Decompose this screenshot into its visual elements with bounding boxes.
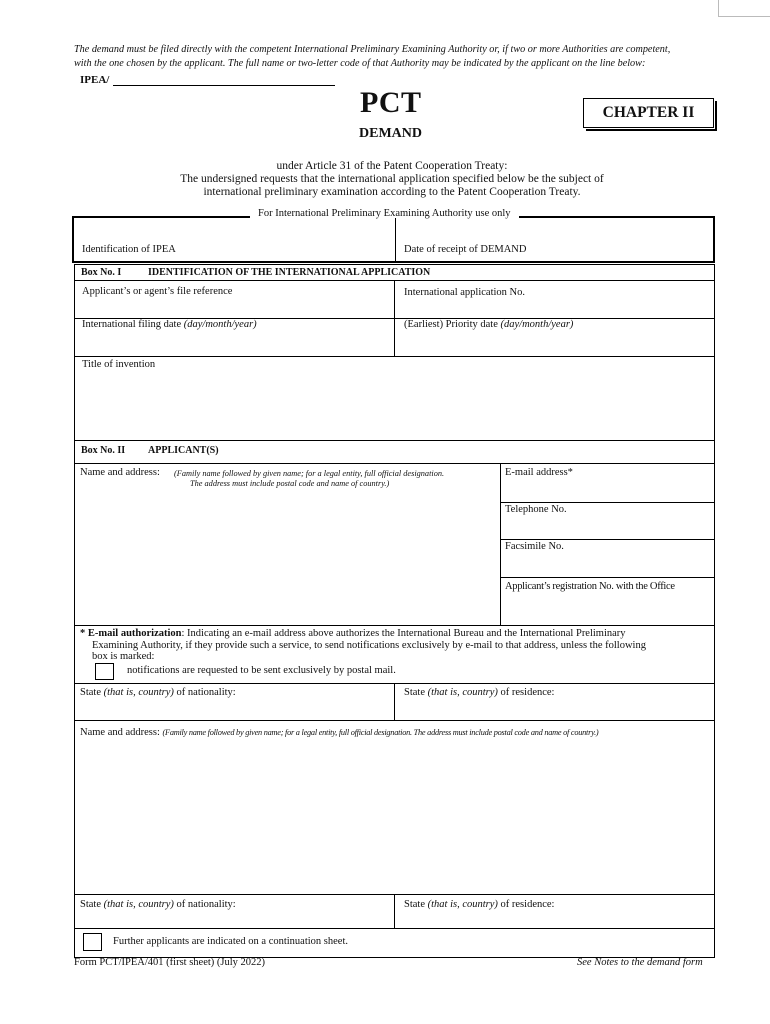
name-address-2-note: (Family name followed by given name; for a legal entity, full official designation. The address must include postal code and name of country.) [162,728,599,737]
telephone-field[interactable]: Telephone No. [505,504,567,515]
notes-reference: See Notes to the demand form [577,957,703,968]
name-address-field-2[interactable] [80,727,598,738]
residence-field[interactable] [404,687,554,698]
residence-post: of residence: [500,687,555,698]
continuation-sheet-checkbox[interactable] [83,933,102,951]
residence-field-2[interactable] [404,899,554,910]
column-divider [500,463,501,625]
form-number: Form PCT/IPEA/401 (first sheet) (July 2022) [74,957,266,968]
auth-text-1: : Indicating an e-mail address above authorizes the International Bureau and the International Preliminary [181,628,626,639]
nationality-italic: (that is, country) [103,687,174,698]
name-address-note-2: The address must include postal code and name of country.) [190,479,390,488]
under-line-1: under Article 31 of the Patent Cooperation Treaty: [276,160,508,172]
rule [74,463,715,464]
ipea-identification-label: Identification of IPEA [82,244,176,255]
residence-2-italic: (that is, country) [427,899,498,910]
auth-text-3: box is marked: [92,651,155,662]
column-divider [394,280,395,356]
file-reference-field[interactable]: Applicant’s or agent’s file reference [82,286,233,297]
box-1-number: Box No. I [81,267,122,278]
rule [74,928,715,929]
ipea-box-divider [395,218,396,261]
rule [74,440,715,441]
column-divider [394,894,395,928]
application-number-field[interactable]: International application No. [404,287,526,298]
email-authorization [80,628,712,663]
postal-mail-checkbox[interactable] [95,663,114,680]
name-address-note-1: (Family name followed by given name; for a legal entity, full official designation. [174,469,445,478]
email-field[interactable]: E-mail address* [505,467,573,478]
demand-receipt-date-label: Date of receipt of DEMAND [404,244,527,255]
ipea-use-title: For International Preliminary Examining Authority use only [250,208,519,219]
pct-title: PCT [360,86,422,119]
request-statement [80,160,704,199]
rule [74,720,715,721]
rule [500,539,715,540]
nationality-field-2[interactable] [80,899,236,910]
filing-date-label: International filing date [82,319,182,330]
residence-2-pre: State [404,899,425,910]
nationality-2-italic: (that is, country) [103,899,174,910]
residence-italic: (that is, country) [427,687,498,698]
auth-text-2: Examining Authority, if they provide such a service, to send notifications exclusively by e-mail to that address, unless the following [92,639,646,651]
page-corner [718,0,770,17]
priority-date-format: (day/month/year) [500,319,574,330]
name-address-field[interactable]: Name and address: [80,467,160,478]
under-line-2: The undersigned requests that the international application specified below be the subject of [180,173,604,185]
intro-line-1: The demand must be filed directly with the competent International Preliminary Examining Authority or, if two or more Authorities are competent, [74,44,671,55]
column-divider [394,683,395,720]
postal-mail-label: notifications are requested to be sent exclusively by postal mail. [127,665,396,676]
box-1-title: IDENTIFICATION OF THE INTERNATIONAL APPLICATION [148,267,431,278]
residence-pre: State [404,687,425,698]
auth-heading: * E-mail authorization [80,628,182,639]
auth-line-1 [80,628,712,640]
rule [500,577,715,578]
nationality-field[interactable] [80,687,236,698]
chapter-box: CHAPTER II [583,98,714,128]
continuation-sheet-label: Further applicants are indicated on a continuation sheet. [113,936,349,947]
under-line-3: international preliminary examination according to the Patent Cooperation Treaty. [203,186,581,198]
rule [74,356,715,357]
box-2-title: APPLICANT(S) [148,445,219,456]
priority-date-field[interactable] [404,319,573,330]
priority-date-label: (Earliest) Priority date [404,319,498,330]
rule [74,625,715,626]
title-of-invention-field[interactable]: Title of invention [82,359,156,370]
ipea-input-line[interactable] [113,85,335,86]
facsimile-field[interactable]: Facsimile No. [505,541,564,552]
ipea-label: IPEA/ [80,74,110,86]
nationality-post: of nationality: [176,687,236,698]
name-address-2-label: Name and address: [80,727,160,738]
ipea-use-box [72,216,715,263]
filing-date-field[interactable] [82,319,257,330]
residence-2-post: of residence: [500,899,555,910]
form-frame [74,264,715,958]
registration-number-field[interactable]: Applicant’s registration No. with the Office [505,581,675,592]
nationality-2-pre: State [80,899,101,910]
filing-instructions [74,43,714,71]
nationality-2-post: of nationality: [176,899,236,910]
intro-line-2: with the one chosen by the applicant. The full name or two-letter code of that Authority may be indicated by the applicant on the line below: [74,58,646,69]
rule [500,502,715,503]
filing-date-format: (day/month/year) [183,319,257,330]
nationality-pre: State [80,687,101,698]
demand-title: DEMAND [359,126,422,141]
box-2-number: Box No. II [81,445,126,456]
